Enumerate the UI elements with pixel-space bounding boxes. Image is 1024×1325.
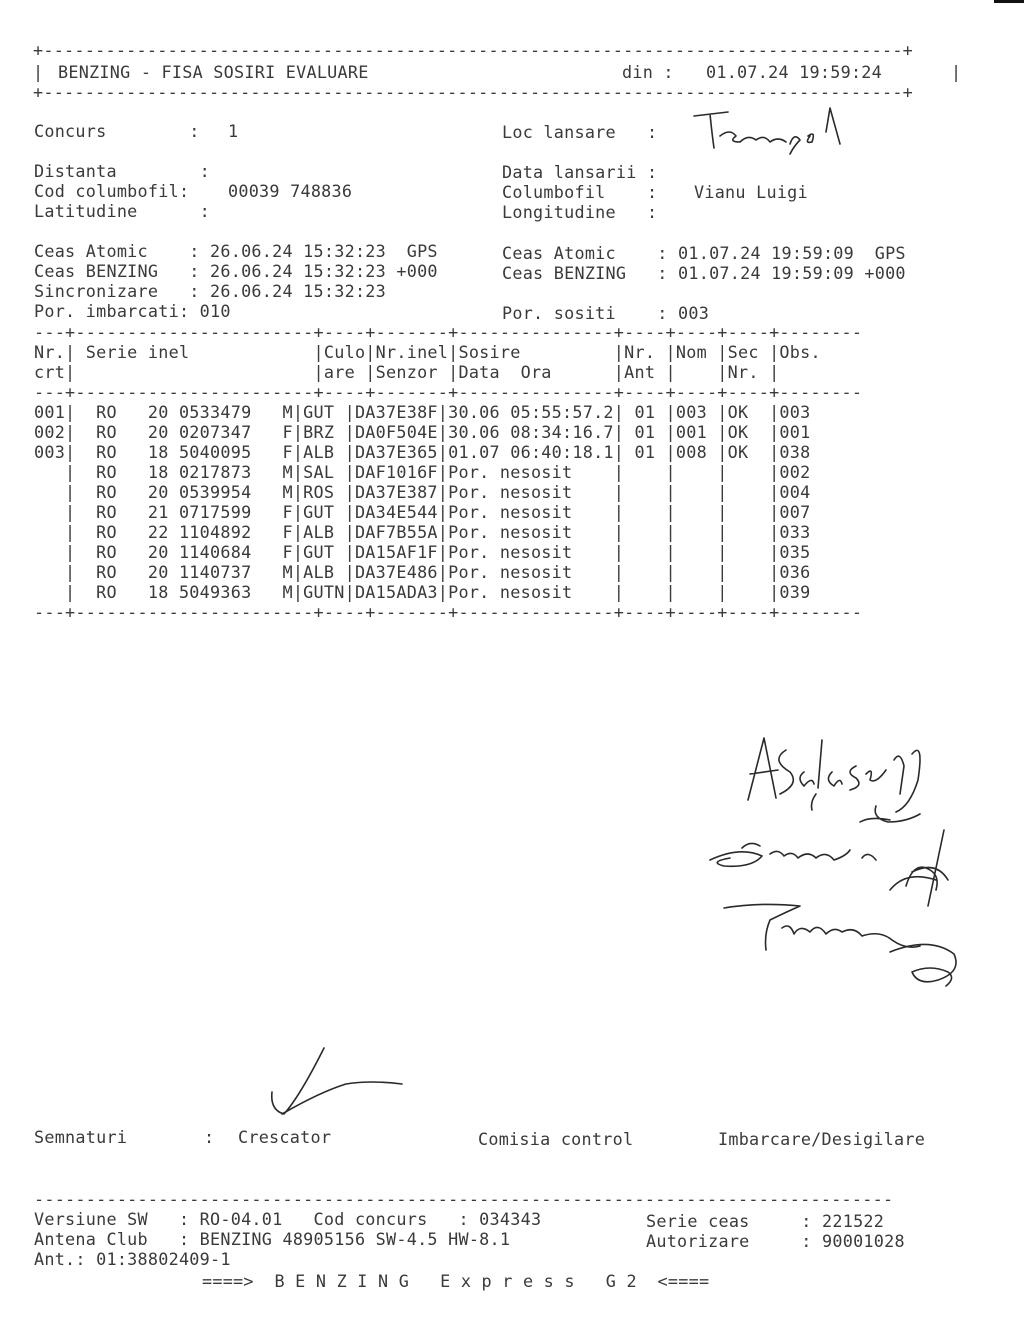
semnaturi-label: Semnaturi (34, 1127, 128, 1147)
antena-club-line: Antena Club : BENZING 48905156 SW-4.5 HW-8.1 (34, 1229, 511, 1249)
table-separator-mid: ---+-----------------------+----+-------+---------------+----+----+----+-------- (34, 382, 863, 402)
data-lansarii-label: Data lansarii : (502, 162, 658, 182)
footer-separator: ----------------------------------------------------------------------------------- (34, 1189, 894, 1209)
header-border-bottom: +-----------------------------------------------------------------------------------+ (33, 82, 914, 102)
loc-lansare-handwritten (690, 104, 850, 164)
columbofil-label: Columbofil : (502, 182, 658, 202)
table-separator-top: ---+-----------------------+----+-------+---------------+----+----+----+-------- (34, 322, 863, 342)
table-row: 001| RO 20 0533479 M|GUT |DA37E38F|30.06 05:55:57.2| 01 |003 |OK |003 (34, 402, 811, 422)
ceas-atomic-right: Ceas Atomic : 01.07.24 19:59:09 GPS (502, 243, 906, 263)
concurs-value: 1 (228, 121, 239, 141)
table-header-row-1: Nr.| Serie inel |Culo|Nr.inel|Sosire |Nr. |Nom |Sec |Obs. (34, 342, 821, 362)
por-imbarcati: Por. imbarcati: 010 (34, 301, 231, 321)
table-row: 003| RO 18 5040095 F|ALB |DA37E365|01.07 06:40:18.1| 01 |008 |OK |038 (34, 442, 811, 462)
scan-corner-mark (994, 0, 1024, 3)
table-row: | RO 22 1104892 F|ALB |DAF7B55A|Por. nesosit | | | |033 (34, 522, 811, 542)
header-border-top: +-----------------------------------------------------------------------------------+ (33, 40, 914, 60)
versiune-sw-line: Versiune SW : RO-04.01 Cod concurs : 034343 (34, 1209, 542, 1229)
table-row: 002| RO 20 0207347 F|BRZ |DA0F504E|30.06 08:34:16.7| 01 |001 |OK |001 (34, 422, 811, 442)
header-left-bar: | (33, 62, 44, 82)
table-row: | RO 18 5049363 M|GUTN|DA15ADA3|Por. nesosit | | | |039 (34, 582, 811, 602)
date-label: din : (622, 62, 674, 82)
cod-columbofil-value: 00039 748836 (228, 181, 353, 201)
ceas-atomic-left: Ceas Atomic : 26.06.24 15:32:23 GPS (34, 241, 438, 261)
ceas-benzing-left: Ceas BENZING : 26.06.24 15:32:23 +000 (34, 261, 438, 281)
table-row: | RO 20 1140684 F|GUT |DA15AF1F|Por. nesosit | | | |035 (34, 542, 811, 562)
table-separator-bottom: ---+-----------------------+----+-------+---------------+----+----+----+-------- (34, 602, 863, 622)
table-row: | RO 20 0539954 M|ROS |DA37E387|Por. nesosit | | | |004 (34, 482, 811, 502)
serie-ceas-line: Serie ceas : 221522 (646, 1211, 885, 1231)
columbofil-value: Vianu Luigi (694, 182, 808, 202)
header-right-bar: | (951, 62, 962, 82)
cod-columbofil-label: Cod columbofil: (34, 181, 190, 201)
concurs-label: Concurs : (34, 121, 200, 141)
table-row: | RO 21 0717599 F|GUT |DA34E544|Por. nesosit | | | |007 (34, 502, 811, 522)
latitudine-label: Latitudine : (34, 201, 211, 221)
semnaturi-colon: : (204, 1127, 215, 1147)
comisia-control-label: Comisia control (478, 1129, 634, 1149)
ceas-benzing-right: Ceas BENZING : 01.07.24 19:59:09 +000 (502, 263, 906, 283)
crescator-label: Crescator (238, 1127, 332, 1147)
imbarcare-desigilare-label: Imbarcare/Desigilare (718, 1129, 926, 1149)
antena-id-line: Ant.: 01:38802409-1 (34, 1249, 231, 1269)
table-row: | RO 18 0217873 M|SAL |DAF1016F|Por. nesosit | | | |002 (34, 462, 811, 482)
commission-signatures (700, 710, 980, 1010)
benzing-banner: ====> B E N Z I N G E x p r e s s G 2 <==== (202, 1271, 710, 1291)
loc-lansare-label: Loc lansare : (502, 122, 658, 142)
autorizare-line: Autorizare : 90001028 (646, 1231, 905, 1251)
longitudine-label: Longitudine : (502, 202, 658, 222)
page-title: BENZING - FISA SOSIRI EVALUARE (58, 62, 369, 82)
sincronizare-left: Sincronizare : 26.06.24 15:32:23 (34, 281, 387, 301)
crescator-signature (260, 1040, 420, 1120)
print-date: 01.07.24 19:59:24 (706, 62, 883, 82)
distanta-label: Distanta : (34, 161, 211, 181)
table-row: | RO 20 1140737 M|ALB |DA37E486|Por. nesosit | | | |036 (34, 562, 811, 582)
table-header-row-2: crt| |are |Senzor |Data Ora |Ant | |Nr. | (34, 362, 780, 382)
por-sositi: Por. sositi : 003 (502, 303, 710, 323)
